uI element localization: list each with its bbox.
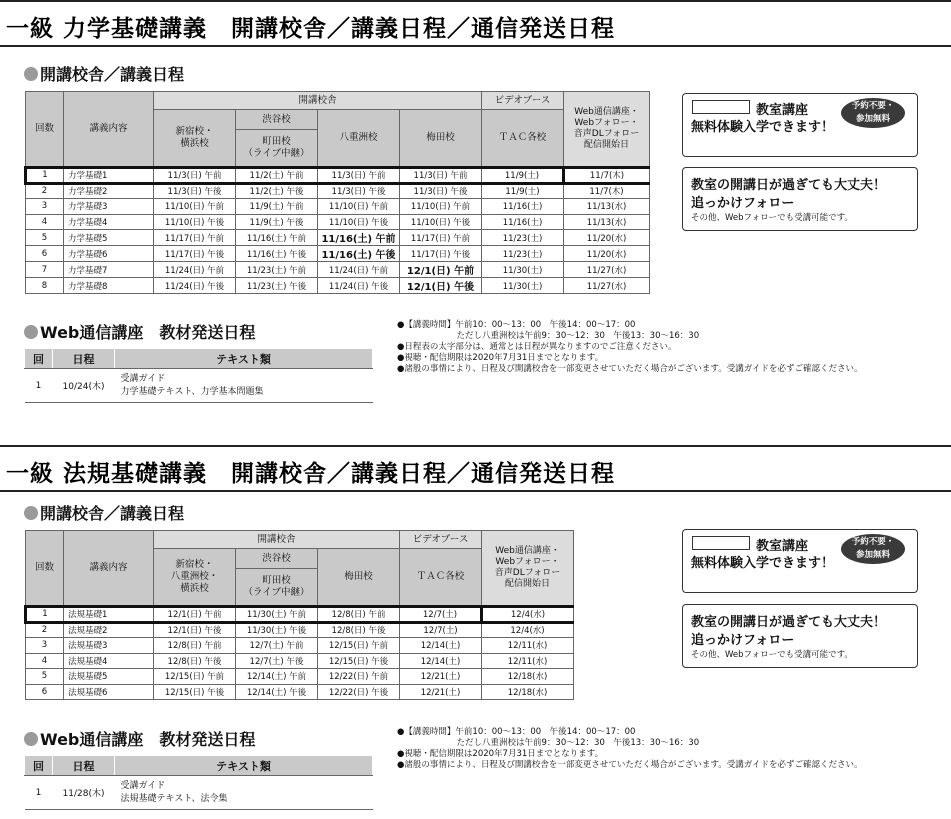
blank-field <box>692 536 750 550</box>
title-rule <box>0 45 951 47</box>
note: ●【講義時間】午前10：00～13：00 午後14：00～17：00 <box>397 727 636 737</box>
schedule-heading-label: 開講校舎／講義日程 <box>40 65 185 84</box>
web-row-text <box>115 369 373 403</box>
cell-date: 11/13(水) <box>564 214 650 230</box>
cell-date: 12/15(日) 午後 <box>154 684 236 700</box>
cell-content: 力学基礎6 <box>64 246 154 262</box>
header-campus-yaesu: 八重洲校 <box>318 110 400 168</box>
cell-date: 12/21(土) <box>400 669 482 685</box>
schedule-heading <box>24 501 184 524</box>
cell-date: 11/16(土) 午後 <box>318 246 400 262</box>
cell-num: 1 <box>26 168 64 184</box>
web-row-date: 11/28(木) <box>53 776 115 810</box>
web-row-num: 1 <box>25 369 53 403</box>
web-text-line1: 受講ガイド <box>120 373 166 384</box>
web-heading-label: Web通信講座 教材発送日程 <box>40 323 256 342</box>
cell-date: 11/9(土) 午後 <box>236 214 318 230</box>
cell-date: 11/10(日) 午前 <box>400 199 482 215</box>
cell-date: 12/18(水) <box>482 684 574 700</box>
badge-line2: 参加無料 <box>855 550 890 560</box>
cell-date: 12/21(土) <box>400 684 482 700</box>
cell-date: 11/23(土) <box>482 230 564 246</box>
cell-date: 12/8(日) 午前 <box>154 638 236 654</box>
cell-date: 11/7(木) <box>564 183 650 199</box>
follow-line1: 教室の開講日が過ぎても大丈夫！ <box>691 615 887 630</box>
header-web: Web通信講座・ Webフォロー・ 音声DLフォロー 配信開始日 <box>564 92 650 168</box>
header-campus-umeda: 梅田校 <box>400 110 482 168</box>
cell-date: 12/18(水) <box>482 669 574 685</box>
header-content: 講義内容 <box>64 92 154 168</box>
cell-date: 11/17(日) 午前 <box>400 230 482 246</box>
cell-date: 12/8(日) 午前 <box>318 607 400 623</box>
cell-date: 11/17(日) 午後 <box>154 246 236 262</box>
cell-content: 法規基礎5 <box>64 669 154 685</box>
cell-num: 4 <box>26 214 64 230</box>
trial-lesson-box <box>682 93 918 157</box>
cell-date: 11/16(土) 午前 <box>318 230 400 246</box>
free-badge <box>841 98 905 128</box>
cell-date: 11/3(日) 午後 <box>154 183 236 199</box>
cell-date: 11/3(日) 午前 <box>154 168 236 184</box>
header-campus-shibuya: 渋谷校 <box>236 549 318 569</box>
notes <box>397 320 863 375</box>
notes <box>397 727 863 771</box>
web-row-date: 10/24(木) <box>53 369 115 403</box>
cell-num: 5 <box>26 230 64 246</box>
header-campus-shinjuku: 新宿校・ 八重洲校・ 横浜校 <box>154 549 236 607</box>
cell-date: 11/24(日) 午前 <box>154 262 236 278</box>
title-rule <box>0 445 951 447</box>
cell-date: 12/1(日) 午前 <box>154 607 236 623</box>
badge-line1: 予約不要・ <box>851 537 895 547</box>
cell-date: 11/9(土) <box>482 183 564 199</box>
cell-date: 11/24(日) 午後 <box>154 278 236 294</box>
cell-num: 3 <box>26 638 64 654</box>
title-rule <box>0 0 951 2</box>
header-campus-tac: ＴＡＣ各校 <box>400 549 482 607</box>
cell-content: 法規基礎2 <box>64 622 154 638</box>
cell-num: 8 <box>26 278 64 294</box>
web-heading-label: Web通信講座 教材発送日程 <box>40 730 256 749</box>
cell-date: 11/17(日) 午前 <box>154 230 236 246</box>
web-shipping-table <box>24 348 373 403</box>
cell-date: 11/2(土) 午前 <box>236 168 318 184</box>
trial-lesson-box <box>682 529 918 593</box>
web-text-line2: 力学基礎テキスト、力学基本問題集 <box>120 386 264 397</box>
header-web: Web通信講座・ Webフォロー・ 音声DLフォロー 配信開始日 <box>482 531 574 607</box>
header-campus-machida: 町田校 （ライブ中継） <box>236 130 318 168</box>
cell-content: 法規基礎4 <box>64 653 154 669</box>
web-row-num: 1 <box>25 776 53 810</box>
cell-date: 11/13(水) <box>564 199 650 215</box>
cell-num: 6 <box>26 684 64 700</box>
cell-date: 11/16(土) <box>482 214 564 230</box>
schedule-heading <box>24 62 184 85</box>
header-num: 回数 <box>26 92 64 168</box>
cell-num: 4 <box>26 653 64 669</box>
cell-date: 12/4(水) <box>482 607 574 623</box>
cell-date: 11/16(土) 午前 <box>236 230 318 246</box>
cell-date: 11/27(水) <box>564 262 650 278</box>
cell-date: 11/30(土) 午後 <box>236 622 318 638</box>
cell-date: 12/15(日) 午前 <box>318 638 400 654</box>
regulations-section <box>0 445 951 819</box>
cell-date: 12/15(日) 午前 <box>154 669 236 685</box>
cell-date: 11/20(水) <box>564 230 650 246</box>
note: ●日程表の太字部分は、通常とは日程が異なりますのでご注意ください。 <box>397 342 677 352</box>
cell-date: 11/23(土) <box>482 246 564 262</box>
cell-date: 12/7(土) 午後 <box>236 653 318 669</box>
cell-content: 力学基礎3 <box>64 199 154 215</box>
note: ●視聴・配信期限は2020年7月31日までとなります。 <box>397 353 604 363</box>
cell-date: 12/14(土) <box>400 653 482 669</box>
cell-date: 12/7(土) 午前 <box>236 638 318 654</box>
cell-date: 11/3(日) 午後 <box>318 183 400 199</box>
cell-date: 12/11(水) <box>482 653 574 669</box>
header-campus: 開講校舎 <box>154 92 482 110</box>
follow-line2: 追っかけフォロー <box>691 196 795 211</box>
note: ●諸般の事情により、日程及び開講校舎を一部変更させていただく場合がございます。受講ガイドを必ずご確認ください。 <box>397 760 863 770</box>
follow-line2: 追っかけフォロー <box>691 633 795 648</box>
cell-date: 11/9(土) <box>482 168 564 184</box>
cell-num: 3 <box>26 199 64 215</box>
follow-line3: その他、Webフォローでも受講可能です。 <box>691 650 853 660</box>
cell-date: 11/3(日) 午前 <box>318 168 400 184</box>
schedule-table <box>24 530 574 700</box>
web-header-num: 回 <box>25 756 53 776</box>
schedule-table <box>24 91 650 294</box>
cell-date: 11/23(土) 午前 <box>236 262 318 278</box>
cell-date: 11/17(日) 午後 <box>400 246 482 262</box>
header-video: ビデオブース <box>482 92 564 110</box>
cell-content: 力学基礎4 <box>64 214 154 230</box>
cell-date: 12/8(日) 午後 <box>318 622 400 638</box>
web-text-line1: 受講ガイド <box>120 780 166 791</box>
table-row <box>26 168 650 184</box>
web-header-text: テキスト類 <box>115 349 373 369</box>
note: ●視聴・配信期限は2020年7月31日までとなります。 <box>397 749 604 759</box>
badge-line2: 参加無料 <box>855 114 890 124</box>
table-row <box>26 262 650 278</box>
cell-date: 11/27(水) <box>564 278 650 294</box>
web-heading <box>24 727 255 750</box>
note: ●【講義時間】午前10：00～13：00 午後14：00～17：00 <box>397 320 636 330</box>
header-campus-umeda: 梅田校 <box>318 549 400 607</box>
cell-content: 力学基礎1 <box>64 168 154 184</box>
cell-num: 2 <box>26 183 64 199</box>
follow-line3: その他、Webフォローでも受講可能です。 <box>691 213 853 223</box>
bullet-icon <box>24 325 38 339</box>
cell-content: 力学基礎5 <box>64 230 154 246</box>
cell-date: 11/30(土) 午前 <box>236 607 318 623</box>
web-header-num: 回 <box>25 349 53 369</box>
cell-content: 力学基礎7 <box>64 262 154 278</box>
table-row <box>26 653 574 669</box>
bullet-icon <box>24 67 38 81</box>
table-row <box>26 230 650 246</box>
cell-date: 11/30(土) <box>482 278 564 294</box>
blank-field <box>692 100 750 114</box>
bullet-icon <box>24 506 38 520</box>
cell-num: 6 <box>26 246 64 262</box>
header-video: ビデオブース <box>400 531 482 549</box>
cell-date: 11/24(日) 午前 <box>318 262 400 278</box>
table-row <box>26 246 650 262</box>
web-shipping-table <box>24 755 373 810</box>
cell-content: 力学基礎2 <box>64 183 154 199</box>
cell-date: 12/22(日) 午前 <box>318 669 400 685</box>
header-campus-shinjuku: 新宿校・ 横浜校 <box>154 110 236 168</box>
trial-line2: 無料体験入学できます！ <box>691 120 835 135</box>
header-campus: 開講校舎 <box>154 531 400 549</box>
cell-date: 11/16(土) <box>482 199 564 215</box>
title-rule <box>0 490 951 492</box>
cell-date: 11/23(土) 午後 <box>236 278 318 294</box>
cell-date: 12/1(日) 午後 <box>154 622 236 638</box>
cell-date: 11/7(木) <box>564 168 650 184</box>
cell-date: 12/11(水) <box>482 638 574 654</box>
note: ただし八重洲校は午前9：30～12：30 午後13：30～16：30 <box>397 738 700 748</box>
cell-content: 法規基礎3 <box>64 638 154 654</box>
table-row <box>26 622 574 638</box>
badge-line1: 予約不要・ <box>851 101 895 111</box>
cell-date: 11/16(土) 午後 <box>236 246 318 262</box>
trial-line2: 無料体験入学できます！ <box>691 556 835 571</box>
cell-date: 11/10(日) 午後 <box>318 214 400 230</box>
cell-date: 11/10(日) 午後 <box>400 214 482 230</box>
cell-date: 11/9(土) 午前 <box>236 199 318 215</box>
cell-date: 11/2(土) 午後 <box>236 183 318 199</box>
cell-date: 12/14(土) <box>400 638 482 654</box>
cell-date: 12/14(土) 午前 <box>236 669 318 685</box>
table-row <box>26 669 574 685</box>
page-title: 一級 力学基礎講義 開講校舎／講義日程／通信発送日程 <box>6 16 616 42</box>
cell-date: 11/30(土) <box>482 262 564 278</box>
trial-line1: 教室講座 <box>756 539 809 554</box>
cell-date: 12/8(日) 午後 <box>154 653 236 669</box>
table-row <box>26 607 574 623</box>
schedule-heading-label: 開講校舎／講義日程 <box>40 504 185 523</box>
cell-date: 11/10(日) 午後 <box>154 214 236 230</box>
table-row <box>26 278 650 294</box>
cell-date: 12/15(日) 午後 <box>318 653 400 669</box>
follow-line1: 教室の開講日が過ぎても大丈夫！ <box>691 178 887 193</box>
follow-box <box>682 167 918 231</box>
cell-date: 12/4(水) <box>482 622 574 638</box>
table-row <box>26 199 650 215</box>
header-campus-shibuya: 渋谷校 <box>236 110 318 130</box>
cell-date: 11/10(日) 午前 <box>318 199 400 215</box>
table-row <box>26 638 574 654</box>
web-header-date: 日程 <box>53 756 115 776</box>
cell-date: 12/7(土) <box>400 622 482 638</box>
cell-content: 法規基礎1 <box>64 607 154 623</box>
free-badge <box>841 534 905 564</box>
cell-date: 11/3(日) 午後 <box>400 183 482 199</box>
cell-date: 11/24(日) 午後 <box>318 278 400 294</box>
cell-num: 2 <box>26 622 64 638</box>
header-campus-tac: ＴＡＣ各校 <box>482 110 564 168</box>
cell-date: 11/3(日) 午前 <box>400 168 482 184</box>
cell-content: 力学基礎8 <box>64 278 154 294</box>
web-text-line2: 法規基礎テキスト、法令集 <box>120 793 228 804</box>
cell-date: 11/10(日) 午前 <box>154 199 236 215</box>
header-num: 回数 <box>26 531 64 607</box>
cell-num: 1 <box>26 607 64 623</box>
header-content: 講義内容 <box>64 531 154 607</box>
table-row <box>26 183 650 199</box>
cell-date: 12/14(土) 午後 <box>236 684 318 700</box>
table-row <box>26 214 650 230</box>
cell-date: 12/22(日) 午後 <box>318 684 400 700</box>
page-title: 一級 法規基礎講義 開講校舎／講義日程／通信発送日程 <box>6 461 616 487</box>
note: ただし八重洲校は午前9：30～12：30 午後13：30～16：30 <box>397 331 700 341</box>
cell-date: 11/20(水) <box>564 246 650 262</box>
web-header-text: テキスト類 <box>115 756 373 776</box>
cell-num: 7 <box>26 262 64 278</box>
cell-num: 5 <box>26 669 64 685</box>
cell-content: 法規基礎6 <box>64 684 154 700</box>
follow-box <box>682 604 918 668</box>
note: ●諸般の事情により、日程及び開講校舎を一部変更させていただく場合がございます。受講ガイドを必ずご確認ください。 <box>397 364 863 374</box>
web-header-date: 日程 <box>53 349 115 369</box>
table-row <box>26 684 574 700</box>
trial-line1: 教室講座 <box>756 103 809 118</box>
web-row-text <box>115 776 373 810</box>
cell-date: 12/1(日) 午前 <box>400 262 482 278</box>
web-heading <box>24 320 255 343</box>
cell-date: 12/1(日) 午後 <box>400 278 482 294</box>
bullet-icon <box>24 732 38 746</box>
cell-date: 12/7(土) <box>400 607 482 623</box>
header-campus-machida: 町田校 （ライブ中継） <box>236 569 318 607</box>
